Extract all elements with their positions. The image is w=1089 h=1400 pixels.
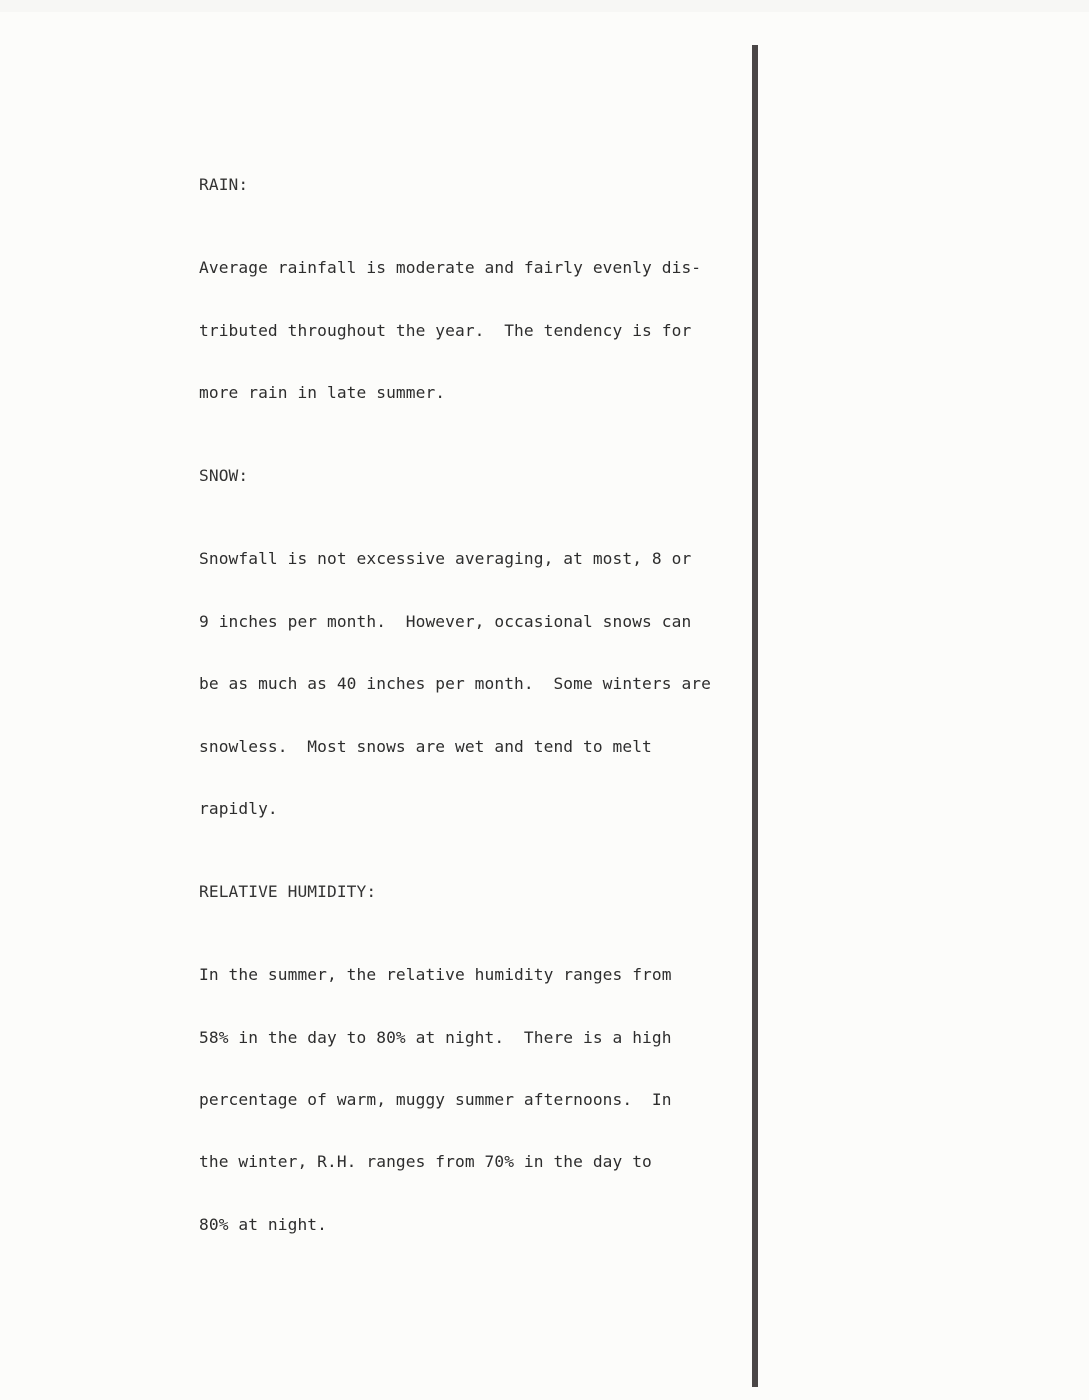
text-line: percentage of warm, muggy summer afternoons. In [199, 1090, 672, 1110]
text-line: be as much as 40 inches per month. Some winters are [199, 674, 711, 694]
humidity-section [199, 882, 759, 1277]
text-line: snowless. Most snows are wet and tend to melt [199, 736, 652, 756]
snow-paragraph [199, 508, 759, 862]
rain-heading: RAIN: [199, 175, 249, 194]
rain-section [199, 175, 759, 445]
page-top-edge [0, 0, 1089, 12]
text-line: Snowfall is not excessive averaging, at most, 8 or [199, 549, 692, 569]
humidity-paragraph [199, 924, 759, 1278]
text-line: Average rainfall is moderate and fairly evenly dis- [199, 258, 702, 278]
text-line: tributed throughout the year. The tendency is for [199, 320, 692, 340]
document-body [199, 175, 759, 1298]
text-line: the winter, R.H. ranges from 70% in the day to [199, 1152, 652, 1172]
snow-section [199, 466, 759, 861]
text-line: 80% at night. [199, 1214, 327, 1234]
text-line: rapidly. [199, 798, 278, 818]
text-line: more rain in late summer. [199, 382, 446, 402]
rain-paragraph [199, 217, 759, 446]
text-line: 58% in the day to 80% at night. There is a high [199, 1027, 672, 1047]
snow-heading: SNOW: [199, 466, 249, 486]
text-line: 9 inches per month. However, occasional snows can [199, 611, 692, 631]
text-line: In the summer, the relative humidity ranges from [199, 965, 672, 985]
humidity-heading: RELATIVE HUMIDITY: [199, 882, 377, 902]
